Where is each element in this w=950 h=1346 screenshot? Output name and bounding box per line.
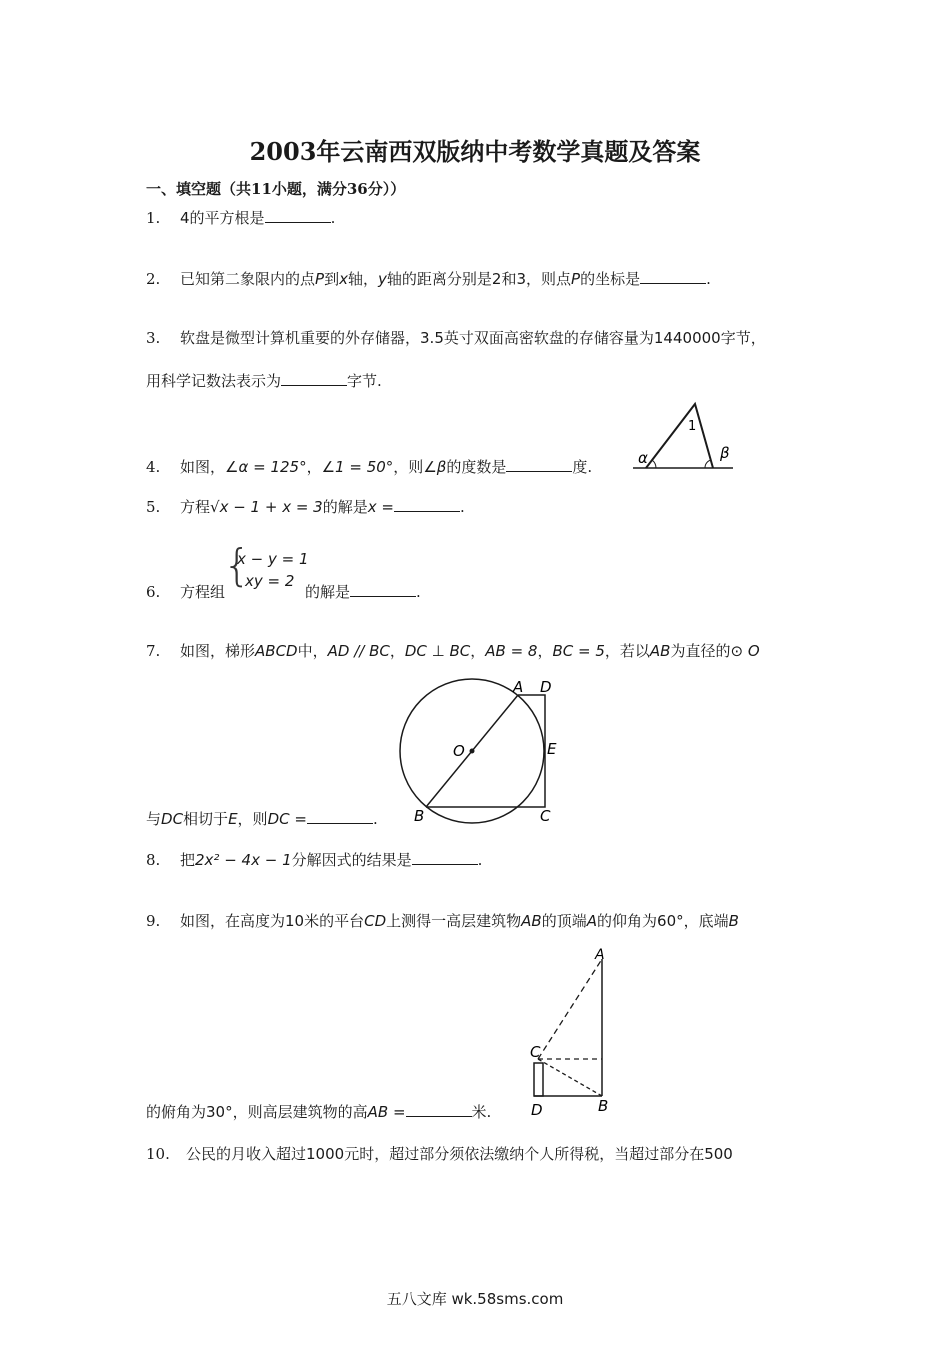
answer-blank — [281, 371, 347, 386]
question-number: 9. — [146, 912, 161, 930]
math-term: P — [571, 270, 581, 288]
equation-system — [223, 540, 309, 592]
point-label-d: D — [531, 1101, 543, 1119]
answer-blank — [307, 809, 373, 824]
math-term: x = — [367, 498, 394, 516]
question-text: ，则高层建筑物的高 — [232, 1103, 368, 1121]
math-term: ∠1 = 50° — [321, 458, 394, 476]
question-7 — [146, 640, 760, 661]
math-term: DC — [161, 810, 184, 828]
question-7-line-2 — [146, 808, 378, 829]
question-text: 元时，超过部分须依法缴纳个人所得税，当超过部分在 — [344, 1145, 705, 1163]
math-term: 2 — [491, 270, 502, 288]
circle-trapezoid-figure — [395, 676, 570, 826]
point-label-a: A — [595, 947, 605, 963]
math-term: 3 — [516, 270, 526, 288]
question-text: 和 — [501, 270, 517, 288]
section-heading: 一、填空题（共11小题，满分36分）） — [146, 180, 406, 198]
question-text: ，则 — [393, 458, 424, 476]
question-text: ， — [470, 642, 486, 660]
equation-line: x − y = 1 — [237, 550, 309, 568]
question-text: 到 — [324, 270, 340, 288]
question-9-line-2 — [146, 1101, 491, 1122]
question-6 — [146, 581, 225, 602]
math-term: P — [315, 270, 325, 288]
question-text: 的顶端 — [541, 912, 587, 930]
math-term: AB — [521, 912, 542, 930]
math-term: CD — [364, 912, 387, 930]
math-term: B — [728, 912, 739, 930]
math-term: 4 — [180, 209, 190, 227]
math-term: 10 — [285, 912, 305, 930]
question-text: 方程 — [180, 498, 211, 516]
question-text: . — [477, 851, 483, 869]
question-text: 米. — [471, 1103, 492, 1121]
question-text: ， — [306, 458, 322, 476]
math-term: 30° — [206, 1103, 233, 1121]
point-label-c: C — [540, 807, 551, 825]
angle-label-alpha: α — [638, 449, 648, 467]
answer-blank — [640, 269, 706, 284]
question-10 — [146, 1143, 733, 1164]
angle-label-beta: β — [720, 444, 730, 462]
angle-label-1: 1 — [688, 419, 697, 434]
question-text: 的仰角为 — [597, 912, 658, 930]
question-text: . — [459, 498, 465, 516]
math-term: E — [228, 810, 238, 828]
question-text: 的解是 — [322, 498, 368, 516]
answer-blank — [412, 850, 478, 865]
math-term: AB = — [367, 1103, 406, 1121]
answer-blank — [394, 497, 460, 512]
math-term: A — [586, 912, 598, 930]
question-text: 把 — [180, 851, 196, 869]
question-number: 8. — [146, 851, 161, 869]
question-text: 的解是 — [305, 583, 351, 601]
question-number: 4. — [146, 458, 161, 476]
math-term: ∠α = 125° — [225, 458, 307, 476]
question-text: 字节， — [720, 329, 766, 347]
question-text: . — [330, 209, 336, 227]
answer-blank — [506, 457, 572, 472]
math-term: DC = — [267, 810, 307, 828]
point-label-b: B — [414, 807, 425, 825]
answer-blank — [265, 208, 331, 223]
question-text: 方程组 — [180, 583, 226, 601]
question-text: ，若以 — [604, 642, 650, 660]
triangle-figure — [628, 398, 738, 478]
question-text: ， — [537, 642, 553, 660]
question-text: 的坐标是 — [580, 270, 641, 288]
question-5 — [146, 496, 465, 517]
question-text: 如图，在高度为 — [180, 912, 286, 930]
brace-icon: { — [223, 540, 251, 591]
question-text: 公民的月收入超过 — [186, 1145, 307, 1163]
question-text: ，则 — [237, 810, 268, 828]
question-text: 的俯角为 — [146, 1103, 207, 1121]
building-angle-figure — [525, 945, 625, 1120]
math-term: ⊙ O — [730, 642, 760, 660]
answer-blank — [406, 1102, 472, 1117]
question-8 — [146, 849, 482, 870]
question-text: ，底端 — [683, 912, 729, 930]
question-number: 10. — [146, 1145, 170, 1163]
question-number: 2. — [146, 270, 161, 288]
math-term: 1440000 — [653, 329, 721, 347]
answer-blank — [350, 582, 416, 597]
question-text: 相切于 — [183, 810, 229, 828]
question-9 — [146, 910, 739, 931]
math-term: 500 — [704, 1145, 733, 1163]
question-text: 已知第二象限内的点 — [180, 270, 316, 288]
question-text: 软盘是微型计算机重要的外存储器， — [180, 329, 421, 347]
equation-line: xy = 2 — [245, 572, 295, 590]
point-label-b: B — [598, 1097, 609, 1115]
question-number: 3. — [146, 329, 161, 347]
question-text: ， — [389, 642, 405, 660]
question-text: 如图，梯形 — [180, 642, 256, 660]
question-text: 中， — [297, 642, 328, 660]
question-1 — [146, 207, 335, 228]
math-term: 1000 — [306, 1145, 345, 1163]
question-text: 上测得一高层建筑物 — [386, 912, 522, 930]
question-number: 7. — [146, 642, 161, 660]
question-text: 分解因式的结果是 — [291, 851, 412, 869]
question-text: ，则点 — [526, 270, 572, 288]
math-term: BC = 5 — [552, 642, 605, 660]
question-text: 与 — [146, 810, 162, 828]
math-term: x — [339, 270, 348, 288]
question-text: 米的平台 — [304, 912, 365, 930]
question-text: 用科学记数法表示为 — [146, 372, 282, 390]
question-text: 如图， — [180, 458, 226, 476]
point-label-o: O — [453, 742, 465, 760]
math-term: ABCD — [255, 642, 298, 660]
question-4 — [146, 456, 592, 477]
page-title: 2003年云南西双版纳中考数学真题及答案 — [249, 137, 701, 166]
point-label-e: E — [547, 740, 557, 758]
math-term: 2x² − 4x − 1 — [195, 851, 292, 869]
math-term: √x − 1 + x = 3 — [210, 498, 323, 516]
math-term: AB = 8 — [485, 642, 538, 660]
question-text: . — [372, 810, 378, 828]
math-term: AD // BC — [327, 642, 390, 660]
question-2 — [146, 268, 711, 289]
question-6-tail — [305, 581, 421, 602]
math-term: AB — [649, 642, 671, 660]
question-text: 英寸双面高密软盘的存储容量为 — [443, 329, 654, 347]
question-number: 6. — [146, 583, 161, 601]
math-term: ∠β — [423, 458, 447, 476]
point-label-d: D — [540, 678, 552, 696]
question-text: 的度数是 — [446, 458, 507, 476]
point-label-c: C — [530, 1043, 541, 1061]
question-text: 为直径的 — [670, 642, 731, 660]
point-label-a: A — [513, 678, 524, 696]
question-3 — [146, 327, 766, 348]
math-term: 3.5 — [420, 329, 444, 347]
question-text: . — [706, 270, 711, 288]
question-text: 轴， — [347, 270, 378, 288]
question-3-line-2 — [146, 370, 382, 391]
math-term: 60° — [657, 912, 684, 930]
question-text: . — [416, 583, 421, 601]
math-term: DC ⊥ BC — [404, 642, 471, 660]
question-text: 轴的距离分别是 — [386, 270, 492, 288]
question-number: 1. — [146, 209, 161, 227]
math-term: y — [377, 270, 387, 288]
question-text: 度. — [572, 458, 593, 476]
question-number: 5. — [146, 498, 161, 516]
question-text: 的平方根是 — [189, 209, 265, 227]
footer-watermark: 五八文库 wk.58sms.com — [386, 1290, 564, 1308]
question-text: 字节. — [347, 372, 382, 390]
